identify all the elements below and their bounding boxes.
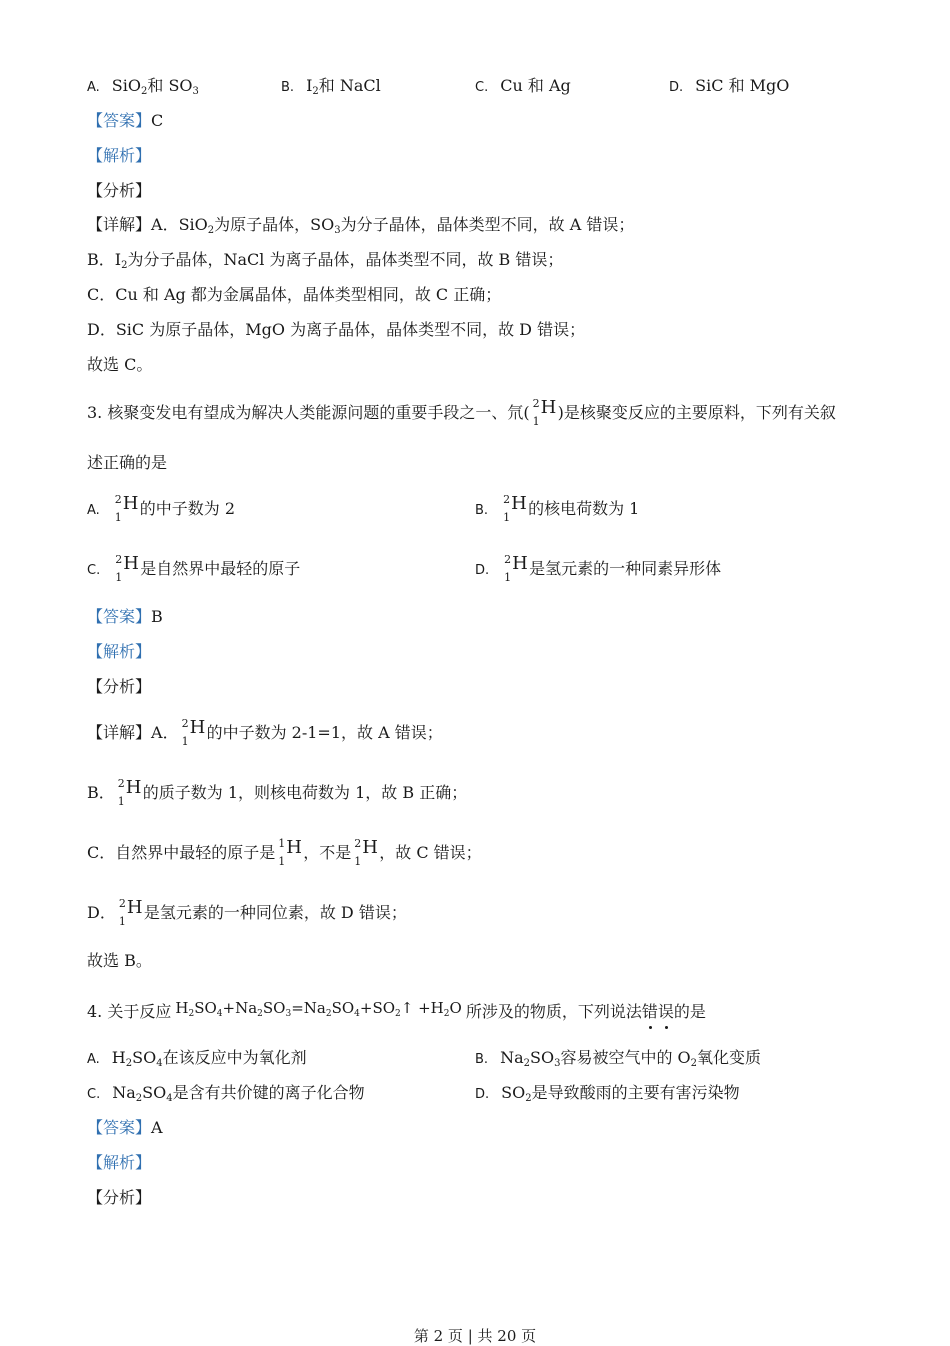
reaction-equation: $H_2SO_4+Na_2SO_3=Na_2SO_4+SO_2↑ +H_2O$ [175,999,462,1019]
q2-option-c: C. Cu 和 Ag [475,76,571,95]
q4-stem: 4. 关于反应 $H_2SO_4+Na_2SO_3=Na_2SO_4+SO_2↑ +H_2O$ 所涉及的物质，下列说法错误的是 [87,999,706,1021]
q2-detail-c: C．Cu 和 Ag 都为金属晶体，晶体类型相同，故 C 正确； [87,285,502,304]
q4-answer: 【答案】A [87,1118,163,1137]
q3-option-c: C. 2 1 H 是自然界中最轻的原子 [87,552,301,584]
q3-option-b: B. 2 1 H 的核电荷数为 1 [475,492,640,524]
page-footer: 第 2 页 | 共 20 页 [413,1327,537,1345]
q2-detail-d: D．SiC 为原子晶体，MgO 为离子晶体，晶体类型不同，故 D 错误； [87,320,586,339]
q3-detail-d: D． 2 1 H 是氢元素的一种同位素，故 D 错误； [87,896,407,928]
q2-option-a: A. SiO$_2$和 $SO_3$ [87,76,199,97]
q3-option-a: A. 2 1 H 的中子数为 2 [87,492,236,524]
q3-option-d: D. 2 1 H 是氢元素的一种同素异形体 [475,552,722,584]
q2-detail-b: B．$I_2$为分子晶体，NaCl 为离子晶体，晶体类型不同，故 B 错误； [87,250,564,271]
deuterium-symbol: 2 1 H [532,396,557,428]
q2-fenxi-label: 【分析】 [87,181,152,200]
q3-stem-line2: 述正确的是 [87,453,168,472]
q3-detail-b: B． 2 1 H 的质子数为 1，则核电荷数为 1，故 B 正确； [87,776,468,808]
q4-option-a: A. $H_2SO_4$在该反应中为氧化剂 [87,1048,307,1069]
q4-option-b: B. $Na_2SO_3$容易被空气中的 $O_2$氧化变质 [475,1048,762,1069]
q2-option-b: B. $I_2$和 NaCl [281,76,381,97]
q2-option-d: D. SiC 和 MgO [669,76,790,95]
q3-stem-line1: 3. 核聚变发电有望成为解决人类能源问题的重要手段之一、氘( 2 1 H )是核聚变反应的主要原料，下列有关叙 [87,396,836,428]
q4-option-d: D. $SO_2$是导致酸雨的主要有害污染物 [475,1083,740,1104]
q3-answer: 【答案】B [87,607,163,626]
q3-analysis-label: 【解析】 [87,642,152,661]
q4-analysis-label: 【解析】 [87,1153,152,1172]
q4-fenxi-label: 【分析】 [87,1188,152,1207]
q3-detail-c: C．自然界中最轻的原子是 1 1 H ，不是 2 1 H ，故 C 错误； [87,836,482,868]
q4-option-c: C. $Na_2SO_4$是含有共价键的离子化合物 [87,1083,365,1104]
q2-detail-a: 【详解】A．SiO$_2$为原子晶体，$SO_3$为分子晶体，晶体类型不同，故 A 错误； [87,215,635,236]
q2-answer: 【答案】C [87,111,164,130]
q3-conclusion: 故选 B。 [87,951,152,970]
q2-analysis-label: 【解析】 [87,146,152,165]
q3-fenxi-label: 【分析】 [87,677,152,696]
q3-detail-a: 【详解】A． 2 1 H 的中子数为 2-1=1，故 A 错误； [87,716,443,748]
q2-conclusion: 故选 C。 [87,355,153,374]
